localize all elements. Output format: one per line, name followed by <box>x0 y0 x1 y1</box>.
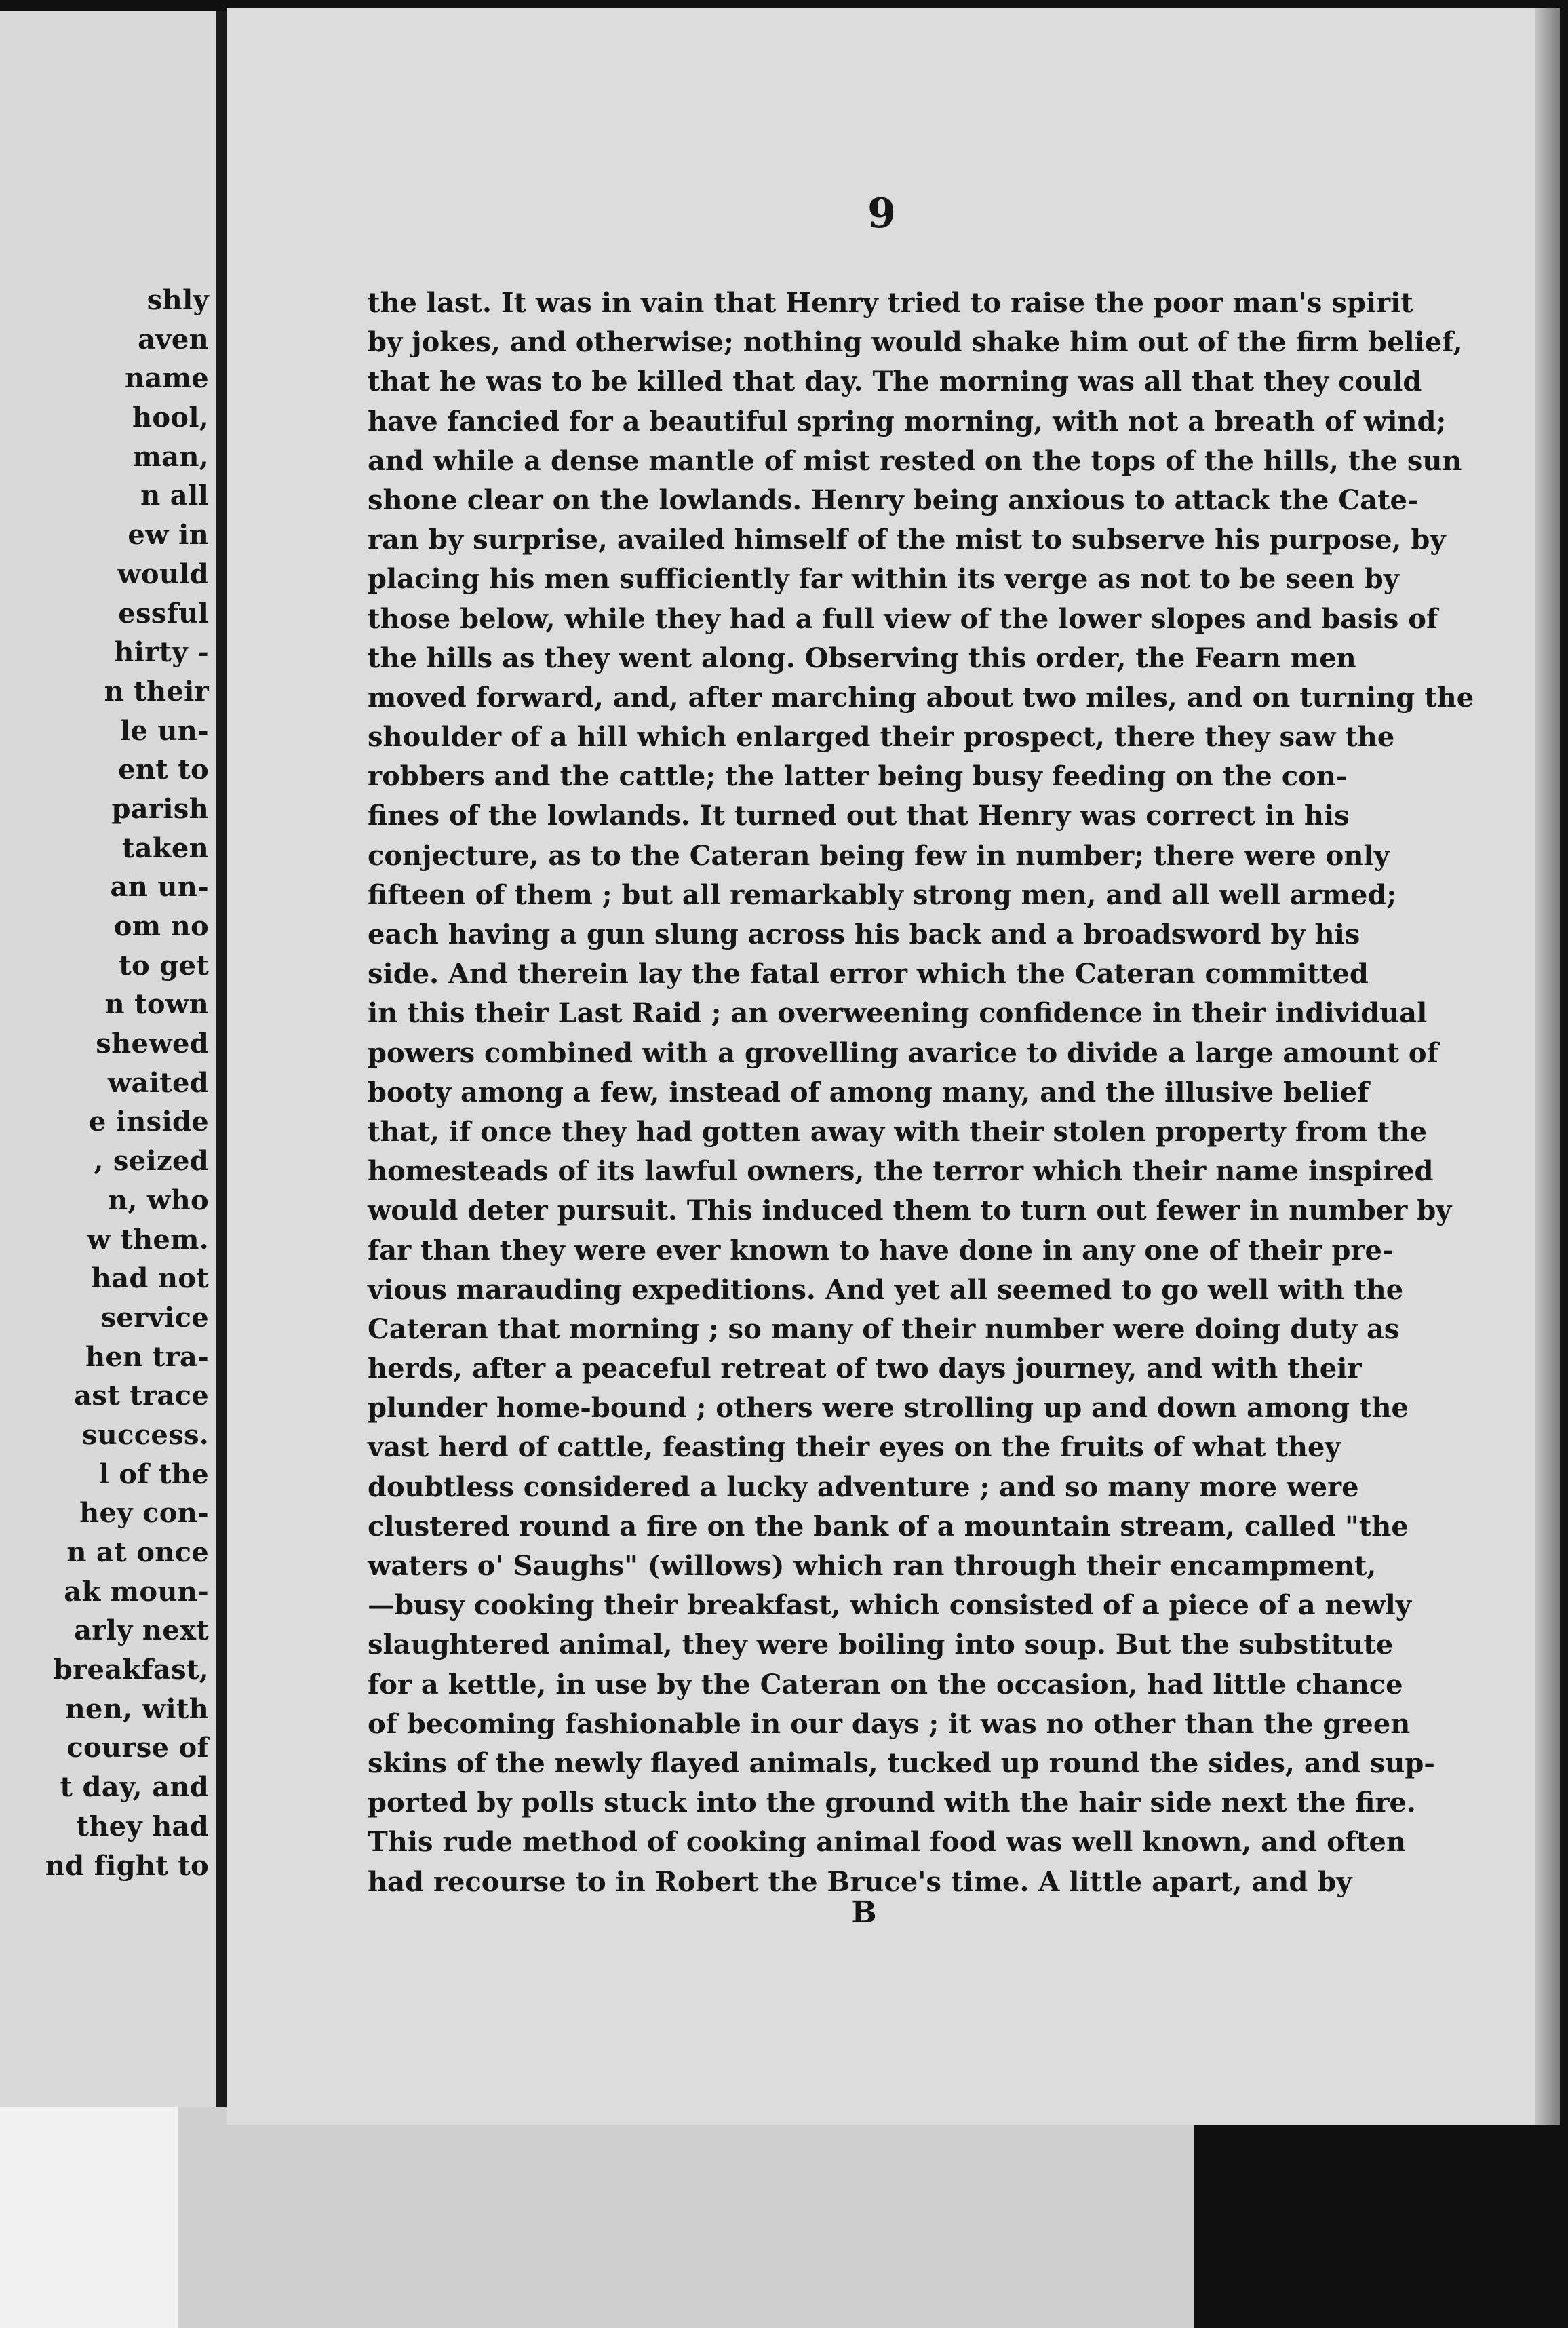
body-text <box>368 284 1474 1902</box>
text-line: moved forward, and, after marching about two miles, and on turning the <box>368 681 1474 714</box>
left-page-line: t day, and <box>60 1771 209 1804</box>
left-page-line: w them. <box>87 1223 209 1256</box>
left-page-line: e inside <box>88 1106 209 1138</box>
text-line: shone clear on the lowlands. Henry being anxious to attack the Cate- <box>368 484 1419 516</box>
text-line: placing his men sufficiently far within its verge as not to be seen by <box>368 563 1399 596</box>
text-line: those below, while they had a full view of the lower slopes and basis of <box>368 602 1438 635</box>
left-page-line: shewed <box>96 1028 209 1060</box>
left-page-line: nd fight to <box>45 1849 209 1882</box>
text-line: waters o' Saughs" (willows) which ran through their encampment, <box>368 1550 1377 1582</box>
text-line: that he was to be killed that day. The morning was all that they could <box>368 366 1422 398</box>
text-line: —busy cooking their breakfast, which consisted of a piece of a newly <box>368 1589 1411 1622</box>
text-line: had recourse to in Robert the Bruce's time. A little apart, and by <box>368 1865 1352 1898</box>
text-line: fines of the lowlands. It turned out that Henry was correct in his <box>368 800 1350 832</box>
right-page <box>227 8 1535 2125</box>
text-line: homesteads of its lawful owners, the terror which their name inspired <box>368 1155 1434 1188</box>
left-page-line: n their <box>104 675 209 707</box>
text-line: Cateran that morning ; so many of their number were doing duty as <box>368 1313 1400 1345</box>
left-page-line: taken <box>121 832 209 864</box>
text-line: and while a dense mantle of mist rested on the tops of the hills, the sun <box>368 444 1462 477</box>
left-page-line: waited <box>107 1066 209 1099</box>
left-page-line: hirty - <box>114 636 209 669</box>
text-line: booty among a few, instead of among many, and the illusive belief <box>368 1076 1369 1108</box>
left-page-line: ew in <box>128 519 209 551</box>
left-page-line: n all <box>140 480 209 512</box>
left-page-line: to get <box>119 949 209 982</box>
left-page-line: breakfast, <box>53 1654 209 1686</box>
text-line: the last. It was in vain that Henry tried to raise the poor man's spirit <box>368 287 1413 319</box>
left-page <box>0 11 216 2107</box>
text-line: robbers and the cattle; the latter being busy feeding on the con- <box>368 760 1348 793</box>
left-page-line: le un- <box>119 714 209 747</box>
scan-background-strip <box>0 2107 1194 2328</box>
left-page-text-column <box>45 281 209 1885</box>
left-page-line: l of the <box>98 1458 209 1490</box>
left-page-line: success. <box>81 1418 209 1451</box>
page-edge-shadow <box>1535 8 1560 2125</box>
text-line: vious marauding expeditions. And yet all seemed to go well with the <box>368 1273 1404 1306</box>
left-page-line: ent to <box>118 754 209 786</box>
text-line: powers combined with a grovelling avarice to divide a large amount of <box>368 1036 1438 1069</box>
left-page-line: om no <box>113 910 209 942</box>
book-spine <box>216 11 227 2114</box>
left-page-line: an un- <box>110 871 209 904</box>
left-page-line: hool, <box>132 402 209 434</box>
text-line: that, if once they had gotten away with their stolen property from the <box>368 1115 1427 1148</box>
left-page-line: hey con- <box>79 1497 209 1530</box>
left-page-line: arly next <box>74 1614 209 1647</box>
left-page-line: had not <box>91 1262 209 1295</box>
text-line: each having a gun slung across his back and a broadsword by his <box>368 918 1360 950</box>
text-line: side. And therein lay the fatal error which the Cateran committed <box>368 958 1369 990</box>
left-page-line: aven <box>138 323 209 355</box>
text-line: plunder home-bound ; others were strolling up and down among the <box>368 1392 1409 1424</box>
left-page-line: n at once <box>66 1536 209 1568</box>
text-line: herds, after a peaceful retreat of two days journey, and with their <box>368 1353 1362 1385</box>
text-line: by jokes, and otherwise; nothing would shake him out of the firm belief, <box>368 326 1463 359</box>
text-line: skins of the newly flayed animals, tucked up round the sides, and sup- <box>368 1747 1435 1779</box>
left-page-line: they had <box>76 1810 209 1842</box>
signature-mark: B <box>851 1895 877 1930</box>
left-page-line: man, <box>132 440 209 473</box>
text-line: far than they were ever known to have done in any one of their pre- <box>368 1234 1394 1266</box>
left-page-line: ak moun- <box>64 1575 209 1608</box>
left-page-line: , seized <box>94 1145 209 1178</box>
text-line: ported by polls stuck into the ground with the hair side next the fire. <box>368 1787 1416 1819</box>
text-line: shoulder of a hill which enlarged their prospect, there they saw the <box>368 721 1395 754</box>
left-page-line: hen tra- <box>85 1340 209 1373</box>
left-page-line: essful <box>118 597 209 629</box>
text-line: the hills as they went along. Observing this order, the Fearn men <box>368 642 1356 674</box>
text-line: This rude method of cooking animal food was well known, and often <box>368 1826 1406 1859</box>
left-page-line: n town <box>104 988 209 1021</box>
left-page-line: ast trace <box>74 1380 209 1412</box>
text-line: fifteen of them ; but all remarkably strong men, and all well armed; <box>368 878 1397 911</box>
text-line: have fancied for a beautiful spring morning, with not a breath of wind; <box>368 405 1447 438</box>
page-number: 9 <box>867 190 896 237</box>
left-page-line: course of <box>66 1732 209 1764</box>
scan-white-patch <box>0 2107 178 2328</box>
text-line: ran by surprise, availed himself of the mist to subserve his purpose, by <box>368 524 1446 556</box>
text-line: conjecture, as to the Cateran being few in number; there were only <box>368 839 1390 872</box>
left-page-line: would <box>117 558 209 590</box>
left-page-line: parish <box>111 792 209 825</box>
text-line: for a kettle, in use by the Cateran on the occasion, had little chance <box>368 1668 1403 1701</box>
left-page-line: n, who <box>108 1184 209 1216</box>
left-page-line: nen, with <box>65 1692 209 1725</box>
text-line: slaughtered animal, they were boiling into soup. But the substitute <box>368 1629 1394 1661</box>
left-page-line: service <box>100 1301 209 1334</box>
left-page-line: name <box>125 362 209 395</box>
text-line: in this their Last Raid ; an overweening confidence in their individual <box>368 997 1428 1030</box>
text-line: doubtless considered a lucky adventure ; and so many more were <box>368 1471 1359 1503</box>
text-line: clustered round a fire on the bank of a mountain stream, called "the <box>368 1510 1409 1543</box>
text-line: of becoming fashionable in our days ; it was no other than the green <box>368 1707 1411 1740</box>
text-line: vast herd of cattle, feasting their eyes on the fruits of what they <box>368 1431 1341 1464</box>
left-page-line: shly <box>146 284 209 316</box>
text-line: would deter pursuit. This induced them to turn out fewer in number by <box>368 1195 1452 1227</box>
